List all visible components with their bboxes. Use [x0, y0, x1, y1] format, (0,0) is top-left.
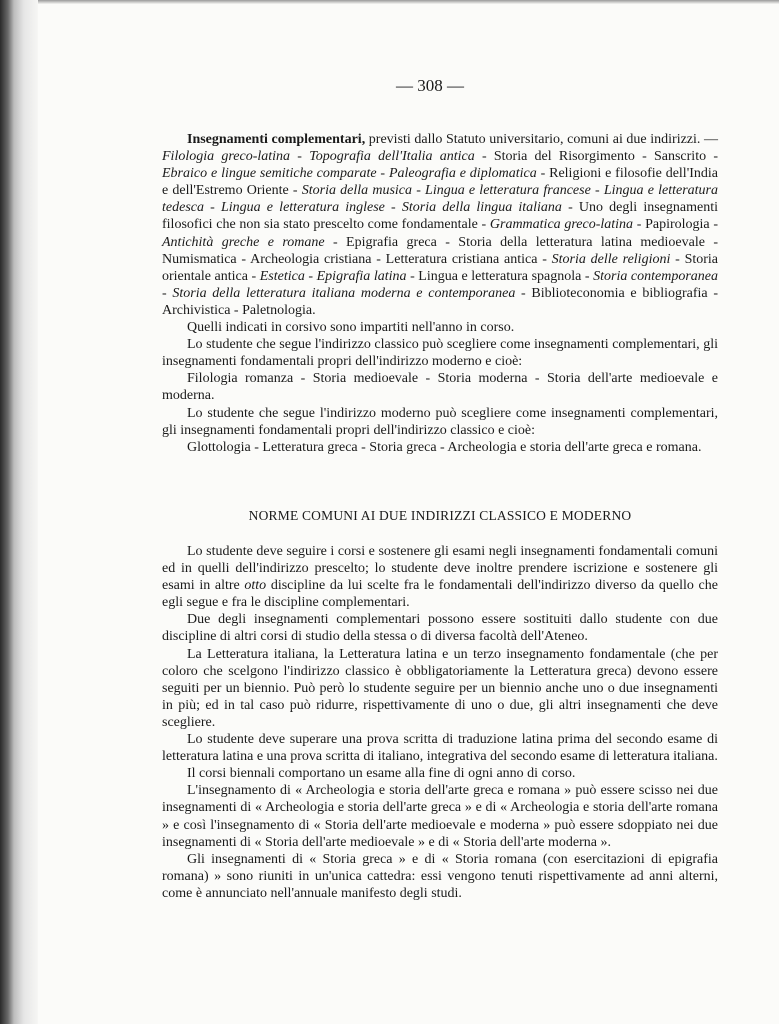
paragraph: Due degli insegnamenti complementari possono essere sostituiti dallo studente con due discipline di altri corsi di studio della stessa o di diversa facoltà dell'Ateneo.: [162, 612, 718, 645]
text-run: -: [290, 149, 310, 165]
bold-lead-in: Insegnamenti complementari,: [187, 132, 366, 147]
paragraph: Lo studente che segue l'indirizzo classico può scegliere come insegnamenti complementari, gli insegnamenti fondamentali propri dell'indirizzo moderno e cioè:: [162, 337, 718, 370]
italic-course-name: Storia contemporanea: [593, 268, 718, 284]
complementary-intro-paragraph: [162, 131, 718, 319]
italic-course-name: Storia della lingua italiana: [401, 200, 562, 216]
text-run: - Lingua e letteratura spagnola -: [406, 268, 594, 284]
paragraph: Glottologia - Letteratura greca - Storia greca - Archeologia e storia dell'arte greca e romana.: [187, 439, 702, 455]
text-run: - Religioni e filosofie dell'India e dell'Estremo Oriente -: [162, 166, 718, 199]
paragraph: Quelli indicati in corsivo sono impartiti nell'anno in corso.: [187, 320, 515, 336]
paragraph: Lo studente che segue l'indirizzo moderno può scegliere come insegnamenti complementari, gli insegnamenti fondamentali propri dell'indirizzo classico e cioè:: [162, 405, 718, 438]
paragraph: L'insegnamento di « Archeologia e storia dell'arte greca e romana » può essere scisso nei due insegnamenti di « Archeologia e storia dell'arte greca » e di « Archeologia e storia dell'arte romana » e così l'insegnamento di « Storia dell'arte medioevale e moderna » può essere sdoppiato nei due insegnamenti di « Storia dell'arte medioevale » e di « Storia dell'arte moderna ».: [162, 783, 718, 850]
text-run: -: [384, 200, 402, 216]
text-run: - Biblioteconomia e bibliografia - Archivistica - Paletnologia.: [162, 285, 718, 318]
italic-course-name: Estetica: [259, 268, 305, 284]
scan-binding-edge: [0, 0, 38, 1024]
text-run: Lo studente deve seguire i corsi e sostenere gli esami negli insegnamenti fondamentali comuni ed in quelli dell'indirizzo prescelto; lo studente deve inoltre prendere iscrizione e sostenere gli esami in altre: [162, 544, 718, 594]
section-heading: NORME COMUNI AI DUE INDIRIZZI CLASSICO E MODERNO: [248, 508, 632, 523]
complementary-section: [162, 131, 718, 456]
scan-top-edge: [0, 0, 779, 4]
italic-course-name: otto: [244, 578, 267, 594]
text-run: -: [412, 183, 426, 199]
text-run: -: [304, 268, 317, 284]
italic-course-name: Storia della musica: [301, 183, 413, 199]
italic-course-name: Storia della letteratura italiana moderna e contemporanea: [172, 285, 516, 301]
paragraph: Gli insegnamenti di « Storia greca » e di « Storia romana (con esercitazioni di epigrafia romana) » sono riuniti in un'unica cattedra: essi vengono tenuti rispettivamente ad anni alterni, come è annunciato nell'annuale manifesto degli studi.: [162, 851, 718, 901]
paragraph: La Letteratura italiana, la Letteratura latina e un terzo insegnamento fondamentale (che per coloro che scelgono l'indirizzo classico è obbligatoriamente la Letteratura greca) devono essere seguiti per un biennio. Può però lo studente seguire per un biennio anche uno o due insegnamenti in più; ed in tal caso può ridurre, rispettivamente di uno o due, gli altri insegnamenti che deve scegliere.: [162, 646, 718, 730]
text-run: -: [162, 285, 173, 301]
paragraph: Il corsi biennali comportano un esame alla fine di ogni anno di corso.: [187, 766, 576, 782]
italic-course-name: Grammatica greco-latina: [489, 217, 634, 233]
norms-section: [162, 543, 718, 902]
text-run: - Epigrafia greca - Storia della letteratura latina medioevale - Numismatica - Archeologia cristiana - Letteratura cristiana antica -: [162, 234, 718, 267]
text-run: previsti dallo Statuto universitario, comuni ai due indirizzi. —: [365, 132, 719, 147]
italic-course-name: Lingua e letteratura inglese: [220, 200, 385, 216]
italic-course-name: Lingua e letteratura francese: [425, 183, 591, 199]
italic-course-name: Lingua e letteratura tedesca: [162, 183, 718, 216]
text-run: -: [590, 183, 604, 199]
norms-first-paragraph: [162, 543, 718, 611]
paragraph: Lo studente deve superare una prova scritta di traduzione latina prima del secondo esame di letteratura latina e una prova scritta di italiano, integrativa del secondo esame di letteratura italiana.: [162, 732, 718, 765]
text-run: -: [376, 166, 389, 182]
italic-course-name: Topografia dell'Italia antica: [309, 149, 475, 165]
page-number: — 308 —: [396, 76, 464, 95]
text-run: discipline da lui scelte fra le fondamentali dell'indirizzo diverso da quello che egli segue e fra le discipline complementari.: [162, 578, 718, 611]
text-run: - Papirologia -: [633, 217, 718, 233]
italic-course-name: Paleografia e diplomatica: [388, 166, 537, 182]
italic-course-name: Filologia greco-latina: [162, 149, 291, 165]
italic-course-name: Epigrafia latina: [316, 268, 407, 284]
italic-course-name: Storia delle religioni: [551, 251, 671, 267]
italic-course-name: Ebraico e lingue semitiche comparate: [162, 166, 377, 182]
text-run: - Uno degli insegnamenti filosofici che non sia stato prescelto come fondamentale -: [162, 200, 718, 233]
text-run: - Storia orientale antica -: [162, 251, 719, 284]
italic-course-name: Antichità greche e romane: [162, 234, 325, 250]
text-run: - Storia del Risorgimento - Sanscrito -: [474, 149, 718, 165]
paragraph: Filologia romanza - Storia medioevale - Storia moderna - Storia dell'arte medioevale e moderna.: [162, 371, 718, 404]
text-run: -: [203, 200, 221, 216]
